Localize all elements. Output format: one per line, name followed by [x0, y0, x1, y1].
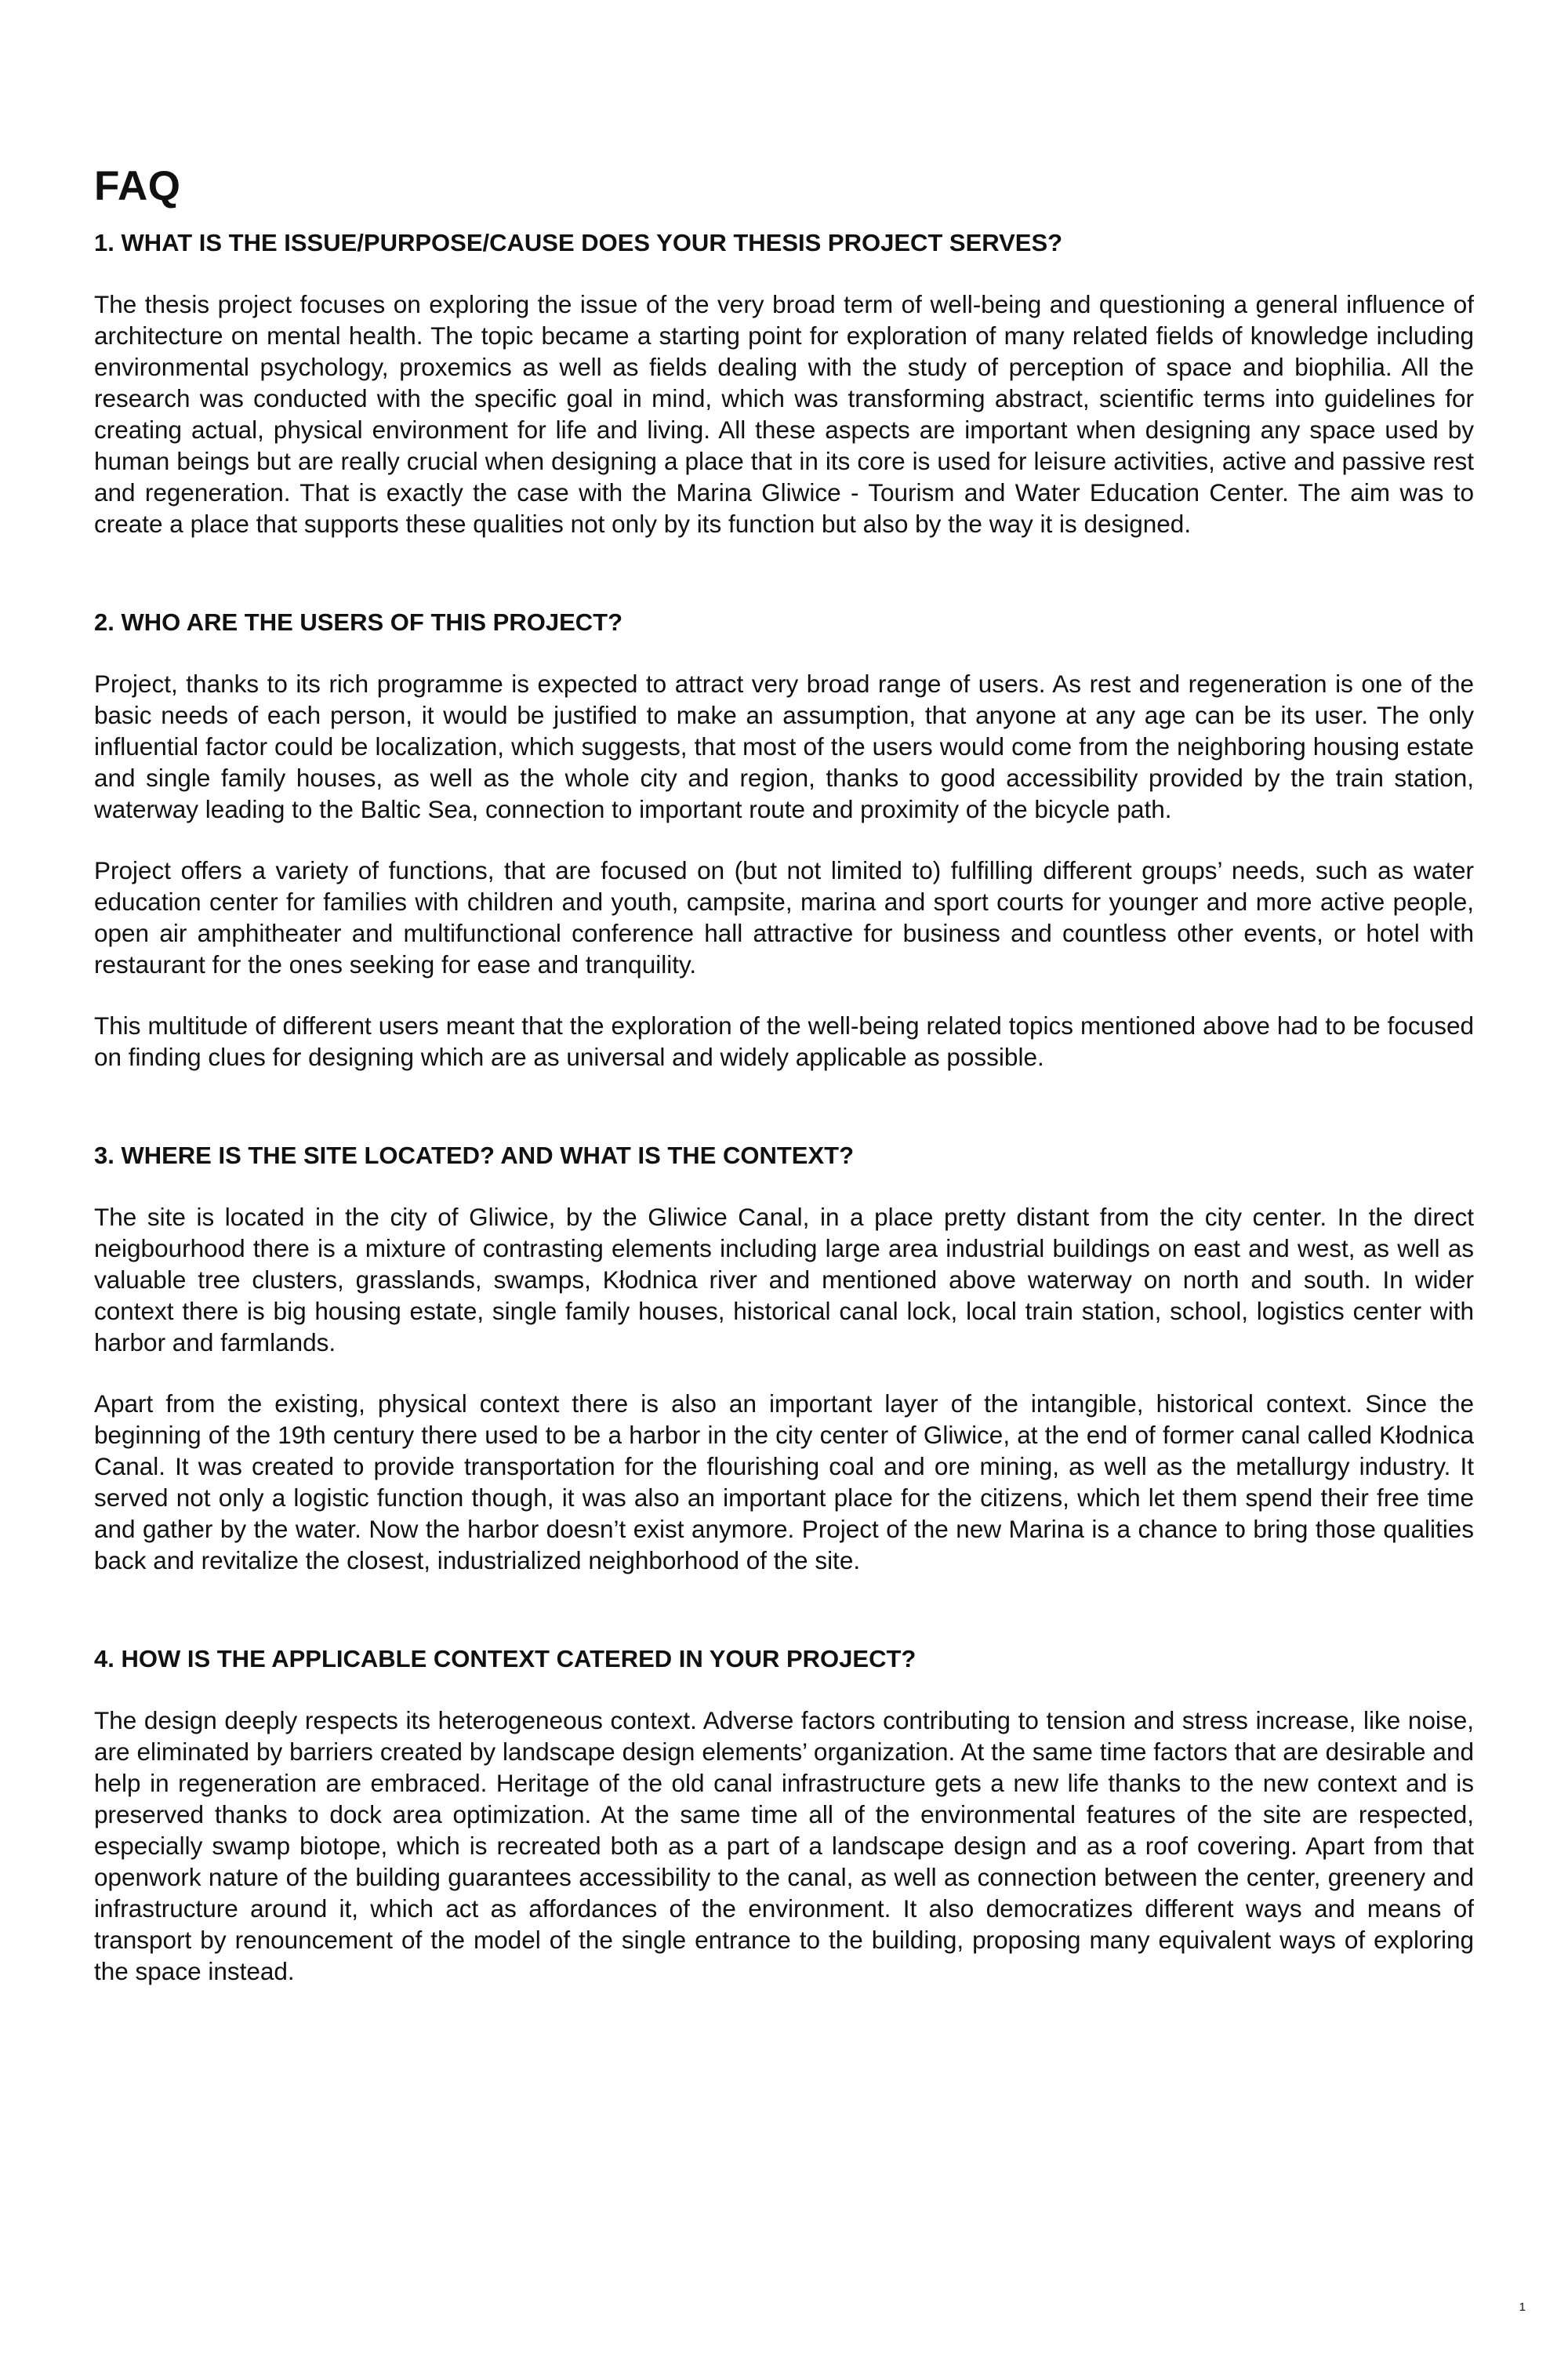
page-number: 1: [1519, 2300, 1526, 2314]
section-paragraph: Project, thanks to its rich programme is expected to attract very broad range of users. As rest and regeneration is one of the basic needs of each person, it would be justified to make an assumption, that anyone at any age can be its user. The only influential factor could be localization, which suggests, that most of the users would come from the neighboring housing estate and single family houses, as well as the whole city and region, thanks to good accessibility provided by the train station, waterway leading to the Baltic Sea, connection to important route and proximity of the bicycle path.: [94, 670, 1474, 823]
section-paragraph: The design deeply respects its heterogeneous context. Adverse factors contributing to tension and stress increase, like noise, are eliminated by barriers created by landscape design elements’ organization. At the same time factors that are desirable and help in regeneration are embraced. Heritage of the old canal infrastructure gets a new life thanks to the new context and is preserved thanks to dock area optimization. At the same time all of the environmental features of the site are respected, especially swamp biotope, which is recreated both as a part of a landscape design and as a roof covering. Apart from that openwork nature of the building guarantees accessibility to the canal, as well as connection between the center, greenery and infrastructure around it, which act as affordances of the environment. It also democratizes different ways and means of transport by renouncement of the model of the single entrance to the building, proposing many equivalent ways of exploring the space instead.: [94, 1706, 1474, 1985]
page-title: FAQ: [94, 163, 181, 209]
section-heading: 2. WHO ARE THE USERS OF THIS PROJECT?: [94, 608, 623, 636]
faq-section-3: [94, 1140, 1474, 1576]
section-heading: 4. HOW IS THE APPLICABLE CONTEXT CATERED IN YOUR PROJECT?: [94, 1645, 916, 1672]
document-body: [94, 162, 1474, 1987]
faq-section-4: [94, 1643, 1474, 1987]
section-paragraph: The thesis project focuses on exploring the issue of the very broad term of well-being and questioning a general influence of architecture on mental health. The topic became a starting point for exploration of many related fields of knowledge including environmental psychology, proxemics as well as fields dealing with the study of perception of space and biophilia. All the research was conducted with the specific goal in mind, which was transforming abstract, scientific terms into guidelines for creating actual, physical environment for life and living. All these aspects are important when designing any space used by human beings but are really crucial when designing a place that in its core is used for leisure activities, active and passive rest and regeneration. That is exactly the case with the Marina Gliwice - Tourism and Water Education Center. The aim was to create a place that supports these qualities not only by its function but also by the way it is designed.: [94, 290, 1474, 538]
section-heading: 3. WHERE IS THE SITE LOCATED? AND WHAT IS THE CONTEXT?: [94, 1142, 855, 1169]
section-paragraph: The site is located in the city of Gliwice, by the Gliwice Canal, in a place pretty distant from the city center. In the direct neigbourhood there is a mixture of contrasting elements including large area industrial buildings on east and west, as well as valuable tree clusters, grasslands, swamps, Kłodnica river and mentioned above waterway on north and south. In wider context there is big housing estate, single family houses, historical canal lock, local train station, school, logistics center with harbor and farmlands.: [94, 1203, 1474, 1356]
section-paragraph: This multitude of different users meant that the exploration of the well-being related topics mentioned above had to be focused on finding clues for designing which are as universal and widely applicable as possible.: [94, 1011, 1474, 1071]
faq-section-2: [94, 607, 1474, 1073]
section-paragraph: Apart from the existing, physical context there is also an important layer of the intangible, historical context. Since the beginning of the 19th century there used to be a harbor in the city center of Gliwice, at the end of former canal called Kłodnica Canal. It was created to provide transportation for the flourishing coal and ore mining, as well as the metallurgy industry. It served not only a logistic function though, it was also an important place for the citizens, which let them spend their free time and gather by the water. Now the harbor doesn’t exist anymore. Project of the new Marina is a chance to bring those qualities back and revitalize the closest, industrialized neighborhood of the site.: [94, 1389, 1474, 1574]
section-heading: 1. WHAT IS THE ISSUE/PURPOSE/CAUSE DOES YOUR THESIS PROJECT SERVES?: [94, 229, 1063, 256]
faq-section-1: [94, 227, 1474, 539]
section-paragraph: Project offers a variety of functions, that are focused on (but not limited to) fulfilling different groups’ needs, such as water education center for families with children and youth, campsite, marina and sport courts for younger and more active people, open air amphitheater and multifunctional conference hall attractive for business and countless other events, or hotel with restaurant for the ones seeking for ease and tranquility.: [94, 856, 1474, 979]
